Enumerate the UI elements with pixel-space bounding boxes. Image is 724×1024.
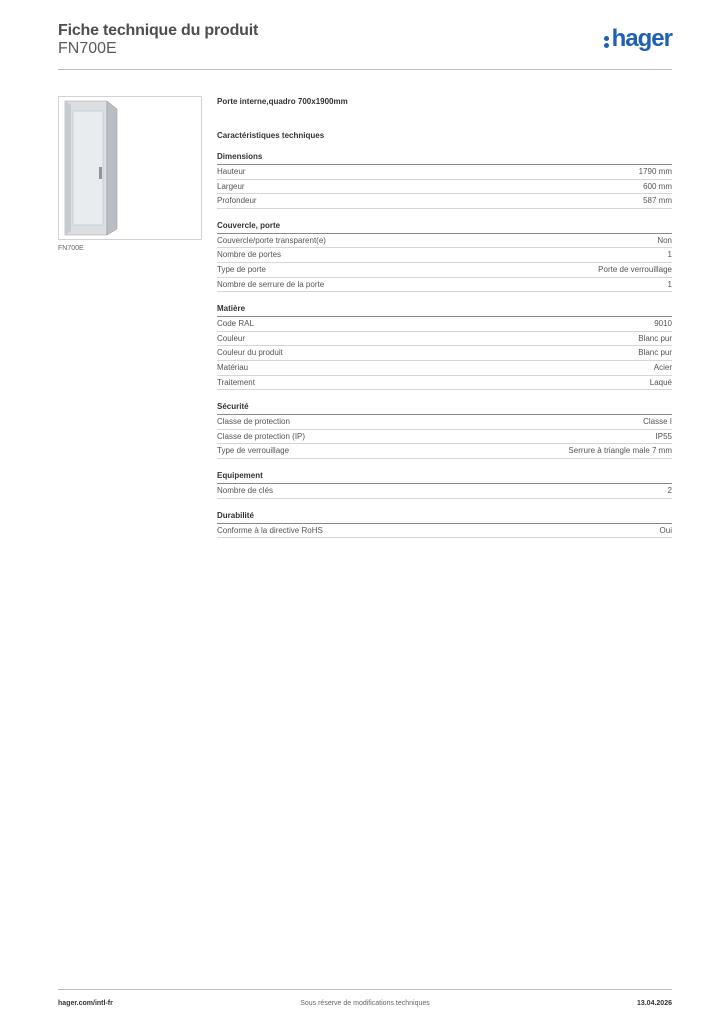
spec-label: Traitement <box>217 377 255 387</box>
spec-row <box>217 263 672 278</box>
spec-label: Type de porte <box>217 264 266 274</box>
spec-row <box>217 180 672 195</box>
spec-row <box>217 194 672 209</box>
footer-disclaimer: Sous réserve de modifications techniques <box>300 1000 430 1007</box>
spec-row <box>217 484 672 499</box>
spec-label: Type de verrouillage <box>217 446 290 456</box>
page-footer <box>58 989 672 1020</box>
spec-row <box>217 444 672 459</box>
spec-group-title: Dimensions <box>217 150 672 165</box>
logo-colon-icon <box>604 32 610 46</box>
spec-value: 1 <box>667 250 672 260</box>
spec-group <box>217 469 672 499</box>
document-title: Fiche technique du produit <box>58 22 259 39</box>
spec-label: Conforme à la directive RoHS <box>217 525 323 535</box>
spec-label: Classe de protection (IP) <box>217 431 306 441</box>
spec-row <box>217 376 672 391</box>
spec-value: Non <box>657 235 672 245</box>
spec-value: 2 <box>667 485 672 495</box>
image-caption: FN700E <box>58 245 84 252</box>
spec-group <box>217 509 672 539</box>
spec-row <box>217 165 672 180</box>
spec-group-title: Couvercle, porte <box>217 219 672 234</box>
spec-value: Serrure à triangle male 7 mm <box>568 446 672 456</box>
spec-group <box>217 400 672 459</box>
spec-value: Acier <box>653 362 672 372</box>
footer-date: 13.04.2026 <box>636 1000 672 1007</box>
spec-row <box>217 332 672 347</box>
spec-label: Largeur <box>217 181 245 191</box>
spec-row <box>217 524 672 539</box>
specifications <box>217 96 672 548</box>
spec-group-title: Sécurité <box>217 400 672 415</box>
spec-value: Oui <box>659 525 672 535</box>
hager-logo <box>604 26 672 52</box>
spec-label: Matériau <box>217 362 249 372</box>
spec-group <box>217 219 672 292</box>
spec-row <box>217 234 672 249</box>
spec-value: Porte de verrouillage <box>598 264 672 274</box>
cabinet-door-illustration <box>59 97 201 239</box>
spec-row <box>217 415 672 430</box>
spec-label: Classe de protection <box>217 417 290 427</box>
spec-value: 1 <box>667 279 672 289</box>
footer-website: hager.com/intl-fr <box>58 1000 113 1007</box>
spec-value: 9010 <box>654 319 672 329</box>
spec-groups <box>217 150 672 538</box>
spec-group-title: Equipement <box>217 469 672 484</box>
spec-row <box>217 346 672 361</box>
spec-label: Hauteur <box>217 167 246 176</box>
spec-label: Profondeur <box>217 196 257 206</box>
spec-value: IP55 <box>655 431 672 441</box>
technical-characteristics-heading: Caractéristiques techniques <box>217 131 325 140</box>
spec-row <box>217 317 672 332</box>
spec-label: Nombre de serrure de la porte <box>217 279 325 289</box>
product-image <box>58 96 202 240</box>
spec-value: Blanc pur <box>638 348 672 358</box>
spec-label: Nombre de clés <box>217 485 274 495</box>
spec-value: 1790 mm <box>638 167 672 176</box>
spec-group-title: Matière <box>217 302 672 317</box>
spec-value: 600 mm <box>643 181 672 191</box>
spec-row <box>217 248 672 263</box>
spec-label: Couleur <box>217 333 246 343</box>
spec-value: Laqué <box>649 377 672 387</box>
spec-value: Blanc pur <box>638 333 672 343</box>
spec-group <box>217 302 672 390</box>
logo-wordmark: hager <box>611 25 672 52</box>
spec-row <box>217 361 672 376</box>
spec-group <box>217 150 672 209</box>
spec-label: Couleur du produit <box>217 348 283 358</box>
spec-value: Classe I <box>643 417 672 427</box>
spec-row <box>217 430 672 445</box>
page-header <box>58 20 672 70</box>
spec-group-title: Durabilité <box>217 509 672 524</box>
spec-row <box>217 278 672 293</box>
product-reference: FN700E <box>58 40 117 57</box>
product-title: Porte interne,quadro 700x1900mm <box>217 97 348 106</box>
spec-label: Code RAL <box>217 319 254 329</box>
spec-label: Couvercle/porte transparent(e) <box>217 235 326 245</box>
spec-label: Nombre de portes <box>217 250 282 260</box>
spec-value: 587 mm <box>643 196 672 206</box>
